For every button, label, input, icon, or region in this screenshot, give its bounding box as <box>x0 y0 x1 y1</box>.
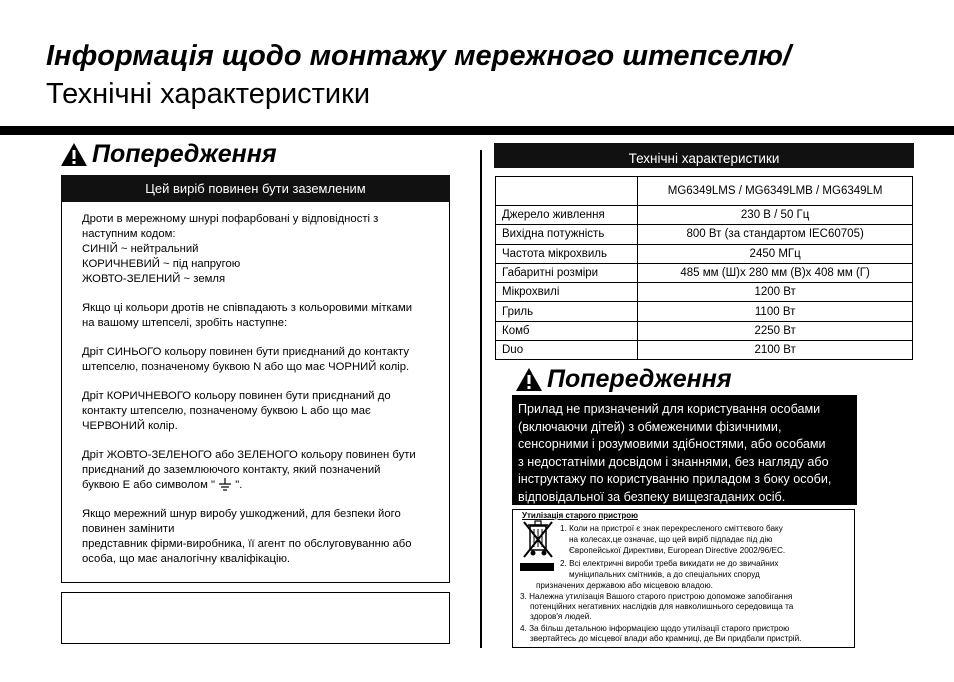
table-row <box>496 302 913 321</box>
usage-warning-box: Прилад не призначений для користування особами (включаючи дітей) з обмеженими фізичними, сенсорними і розумовими здібностями, або особами з недостатніми досвідом і знаннями, без нагляду або інструктажу по користуванню приладом з боку особи, відповідальної за безпеку вищезгаданих осіб. <box>512 395 857 505</box>
spec-value: 485 мм (Ш)x 280 мм (В)x 408 мм (Г) <box>638 263 913 282</box>
crossed-bin-icon <box>522 518 554 560</box>
spec-label: Джерело живлення <box>496 206 638 225</box>
disposal-line: 2. Всі електричні вироби треба викидати не до звичайних <box>560 559 779 568</box>
ground-symbol-icon <box>218 478 232 492</box>
table-header-row <box>496 177 913 206</box>
table-row <box>496 225 913 244</box>
specs-table <box>495 176 913 360</box>
spec-value: 230 В / 50 Гц <box>638 206 913 225</box>
paragraph-blue-wire: Дріт СИНЬОГО кольору повинен бути приєднаний до контакту штепселю, позначеному буквою N або що має ЧОРНИЙ колір. <box>82 346 410 373</box>
table-row <box>496 244 913 263</box>
specs-heading-bar <box>494 143 914 168</box>
paragraph-brown-wire: Дріт КОРИЧНЕВОГО кольору повинен бути приєднаний до контакту штепселю, позначеному буквою L або що має ЧЕРВОНИЙ колір. <box>82 390 391 432</box>
table-row <box>496 341 913 360</box>
spec-value: 2450 МГц <box>638 244 913 263</box>
table-row <box>496 283 913 302</box>
paragraph-damaged-cord: Якщо мережний шнур виробу ушкоджений, для безпеки його повинен замінити представник фірми-виробника, її агент по обслуговуванню або особа, що має аналогічну кваліфікацію. <box>82 508 412 565</box>
paragraph-wire-colors: Дроти в мережному шнурі пофарбовані у відповідності з наступним кодом: СИНІЙ ~ нейтральний КОРИЧНЕВИЙ ~ під напругою ЖОВТО-ЗЕЛЕНИЙ ~ земля <box>82 213 379 285</box>
spec-label: Мікрохвилі <box>496 283 638 302</box>
spec-label: Вихідна потужність <box>496 225 638 244</box>
spec-label: Duo <box>496 341 638 360</box>
disposal-line: потенційних негативних наслідків для навколишнього середовища та <box>530 602 794 611</box>
spec-value: 1200 Вт <box>638 283 913 302</box>
page-subtitle: Технічні характеристики <box>46 78 371 110</box>
spec-value: 2100 Вт <box>638 341 913 360</box>
table-row <box>496 263 913 282</box>
table-row <box>496 321 913 340</box>
table-row <box>496 206 913 225</box>
disposal-line: 1. Коли на пристрої є знак перекресленого сміттєвого баку <box>560 524 783 533</box>
empty-box <box>61 592 450 644</box>
warning-heading-right <box>515 365 732 394</box>
warning-icon <box>515 367 543 392</box>
spec-value: 2250 Вт <box>638 321 913 340</box>
spec-label: Гриль <box>496 302 638 321</box>
paragraph-mismatch: Якщо ці кольори дротів не співпадають з кольоровими мітками на вашому штепселі, зробіть наступне: <box>82 302 413 329</box>
disposal-title: Утилізація старого пристрою <box>522 511 639 520</box>
page-title: Інформація щодо монтажу мережного штепселю/ <box>46 40 792 72</box>
disposal-line: призначених державою або місцевою владою. <box>536 581 713 590</box>
table-cell <box>496 177 638 206</box>
disposal-line: 3. Належна утилізація Вашого старого пристрою допоможе запобігання <box>520 592 793 601</box>
spec-value: 800 Вт (за стандартом IEC60705) <box>638 225 913 244</box>
warning-icon <box>60 142 88 167</box>
column-divider <box>480 150 482 648</box>
black-bar-mark <box>520 563 554 571</box>
disposal-line: на колесах,це означає, що цей виріб підпадає під дію <box>569 535 773 544</box>
disposal-line: здоров'я людей. <box>530 612 592 621</box>
spec-label: Габаритні розміри <box>496 263 638 282</box>
grounding-instructions <box>82 212 442 581</box>
paragraph-earth-wire: Дріт ЖОВТО-ЗЕЛЕНОГО або ЗЕЛЕНОГО кольору повинен бути приєднаний до заземлюючого контакту, який позначений буквою Е або символом " ". <box>82 449 416 491</box>
disposal-line: 4. За більш детальною інформацією щодо утилізації старого пристрою <box>520 624 790 633</box>
disposal-line: звертайтесь до місцевої влади або крамниці, де Ви придбали пристрій. <box>530 634 802 643</box>
grounding-banner-text: Цей виріб повинен бути заземленим <box>145 181 366 196</box>
specs-heading: Технічні характеристики <box>628 151 780 166</box>
spec-label: Комб <box>496 321 638 340</box>
header-rule <box>0 126 954 135</box>
spec-value: 1100 Вт <box>638 302 913 321</box>
spec-label: Частота мікрохвиль <box>496 244 638 263</box>
disposal-line: муніципальних смітників, а до спеціальних споруд <box>569 570 760 579</box>
warning-heading-text: Попередження <box>547 365 732 393</box>
model-names: MG6349LMS / MG6349LMB / MG6349LM <box>638 177 913 206</box>
disposal-line: Європейської Директиви, European Directive 2002/96/EC. <box>569 546 786 555</box>
warning-heading-left <box>60 140 277 169</box>
grounding-banner <box>61 175 450 202</box>
warning-heading-text: Попередження <box>92 140 277 168</box>
